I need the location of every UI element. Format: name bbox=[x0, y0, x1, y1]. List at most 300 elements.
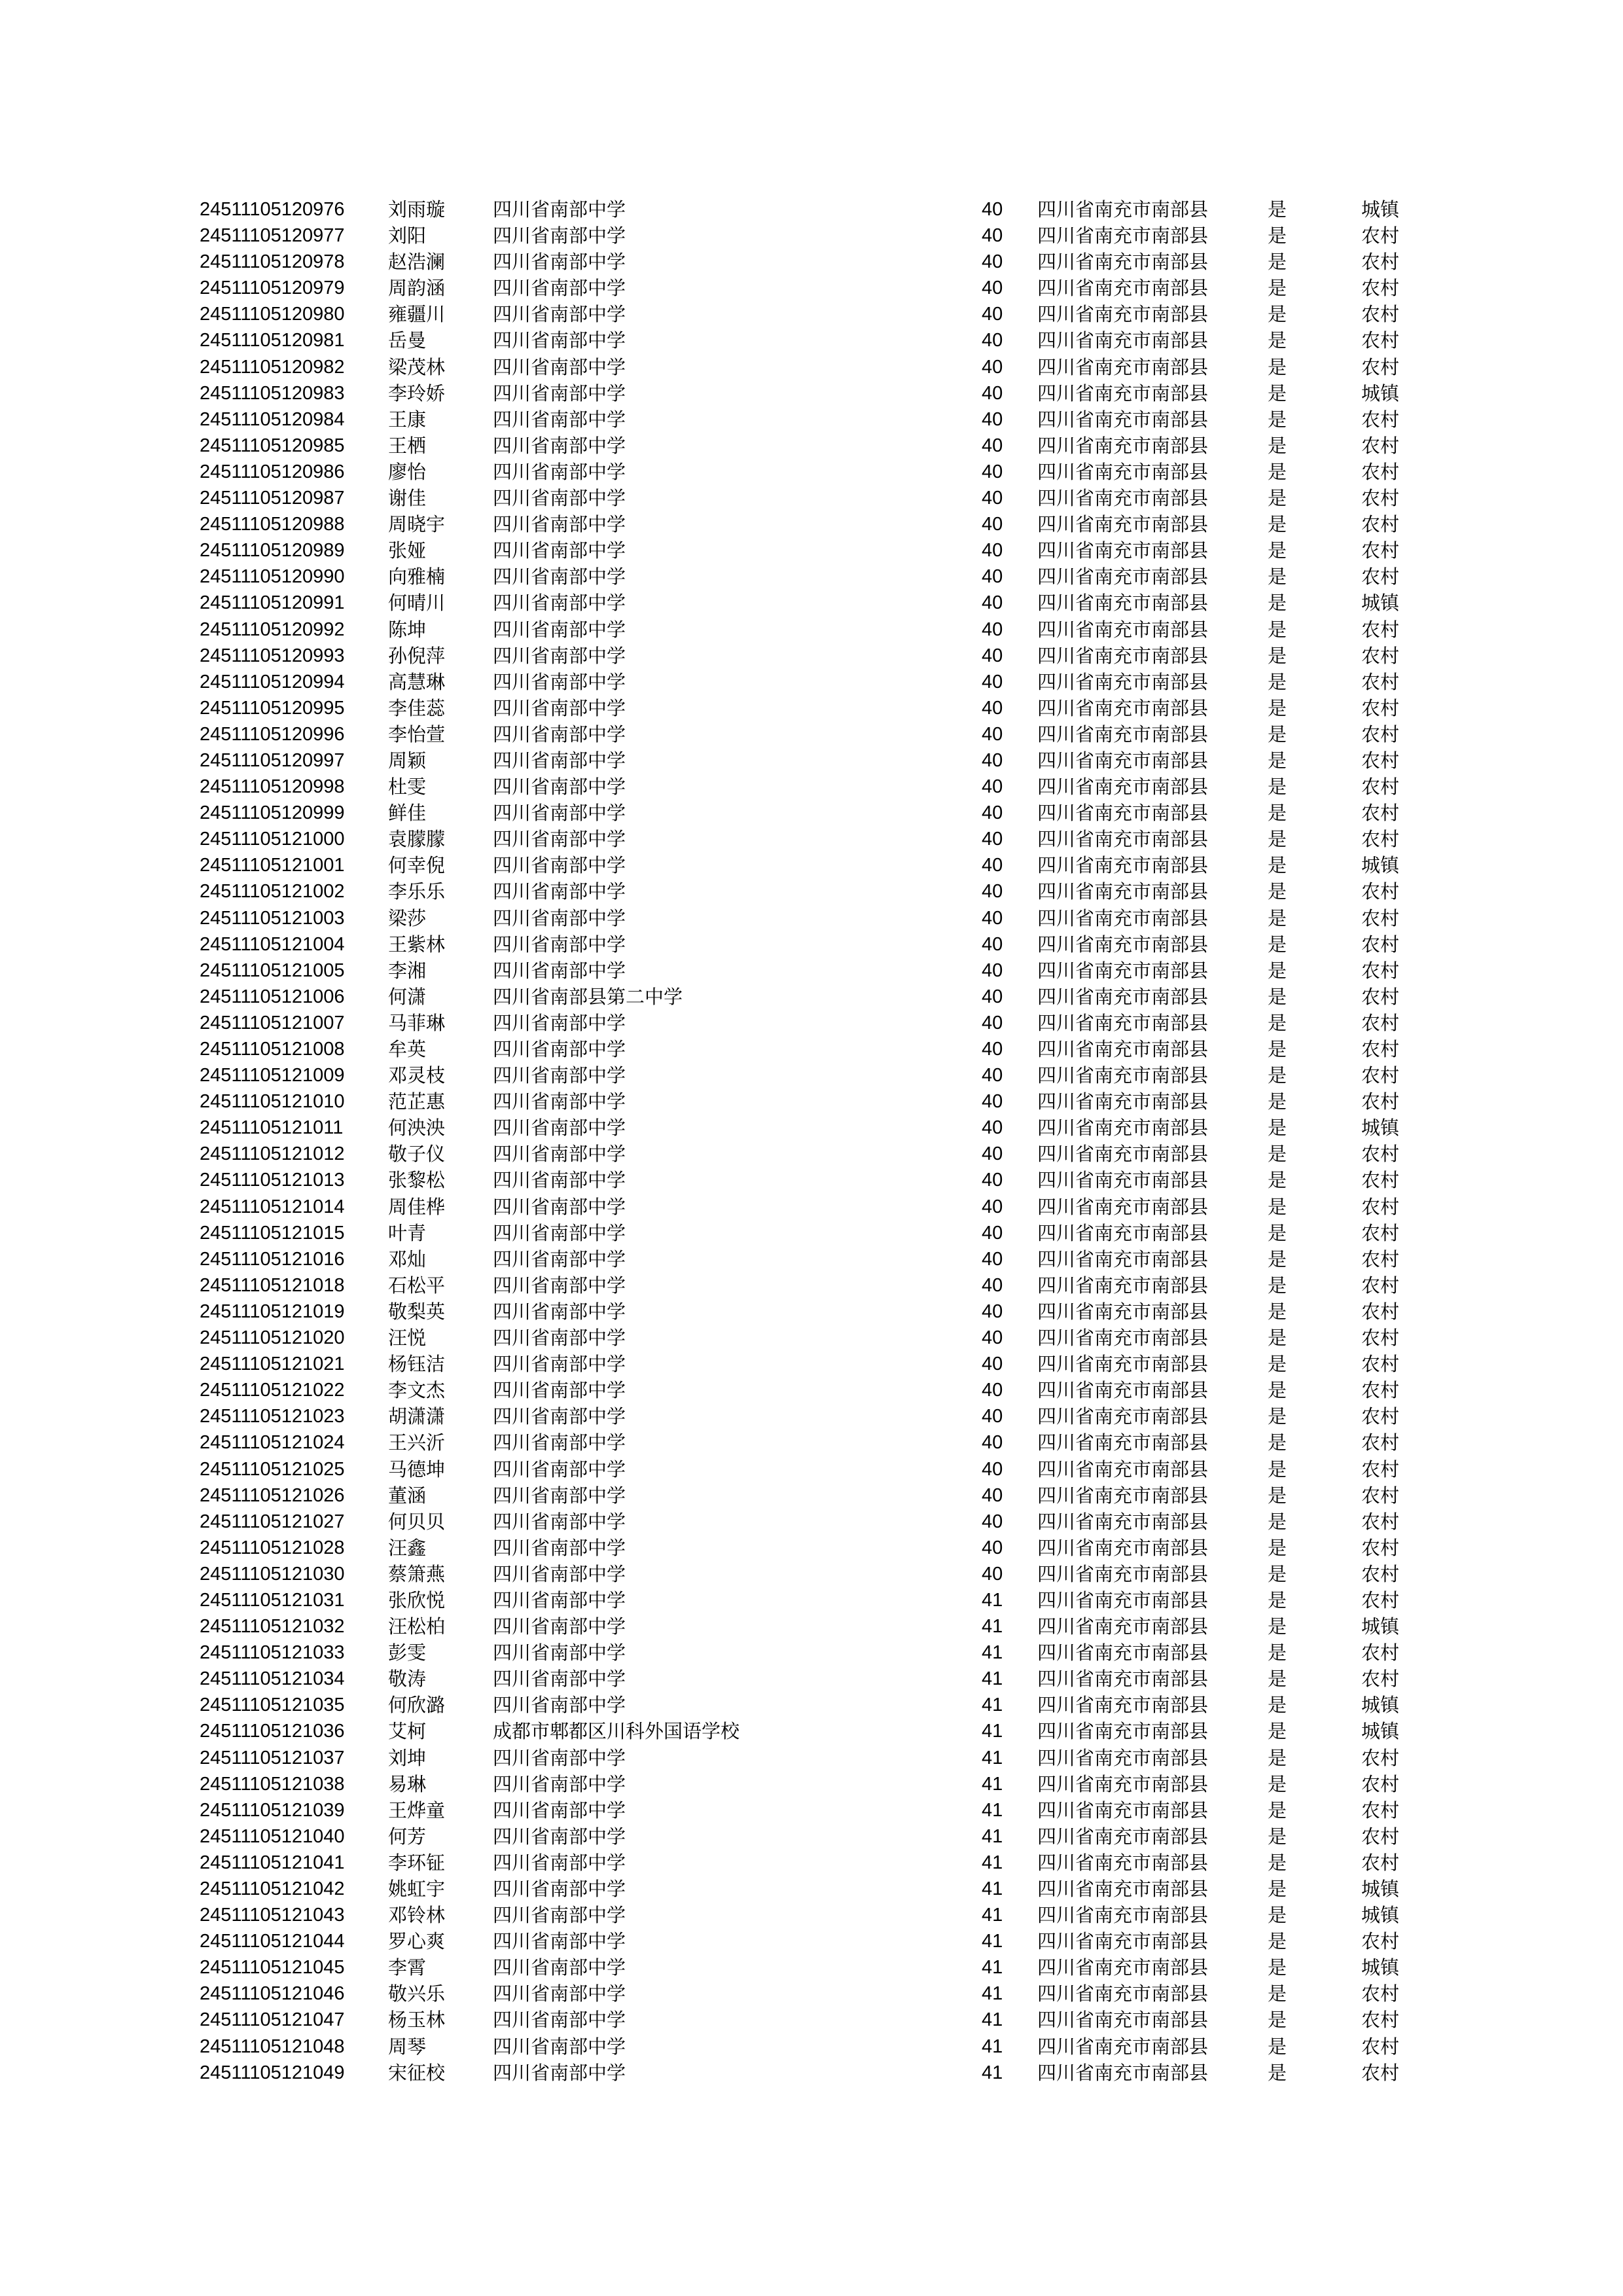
school-cell: 四川省南部中学 bbox=[493, 1562, 626, 1585]
hukou-type-cell: 农村 bbox=[1361, 2035, 1400, 2058]
score-cell: 40 bbox=[982, 1537, 1003, 1558]
student-name-cell: 马德坤 bbox=[388, 1458, 446, 1480]
student-id-cell: 24511105121028 bbox=[200, 1537, 345, 1558]
table-row bbox=[200, 301, 1443, 327]
student-name-cell: 梁茂林 bbox=[388, 355, 446, 378]
eligibility-flag-cell: 是 bbox=[1268, 1221, 1287, 1244]
table-row bbox=[200, 1928, 1443, 1954]
region-cell: 四川省南充市南部县 bbox=[1037, 382, 1209, 404]
student-id-cell: 24511105121014 bbox=[200, 1196, 345, 1217]
eligibility-flag-cell: 是 bbox=[1268, 1746, 1287, 1769]
hukou-type-cell: 农村 bbox=[1361, 1038, 1400, 1060]
student-id-cell: 24511105120987 bbox=[200, 488, 345, 509]
region-cell: 四川省南充市南部县 bbox=[1037, 224, 1209, 247]
student-id-cell: 24511105121042 bbox=[200, 1878, 345, 1899]
score-cell: 41 bbox=[982, 2062, 1003, 2083]
student-id-cell: 24511105121008 bbox=[200, 1039, 345, 1060]
hukou-type-cell: 农村 bbox=[1361, 277, 1400, 300]
school-cell: 四川省南部中学 bbox=[493, 749, 626, 772]
score-cell: 40 bbox=[982, 933, 1003, 955]
eligibility-flag-cell: 是 bbox=[1268, 1799, 1287, 1821]
student-id-cell: 24511105121034 bbox=[200, 1668, 345, 1690]
student-name-cell: 易琳 bbox=[388, 1772, 427, 1795]
student-name-cell: 张欣悦 bbox=[388, 1588, 446, 1611]
school-cell: 四川省南部中学 bbox=[493, 723, 626, 745]
student-name-cell: 李玲娇 bbox=[388, 382, 446, 404]
eligibility-flag-cell: 是 bbox=[1268, 854, 1287, 877]
score-cell: 40 bbox=[982, 1354, 1003, 1375]
region-cell: 四川省南充市南部县 bbox=[1037, 408, 1209, 431]
eligibility-flag-cell: 是 bbox=[1268, 1562, 1287, 1585]
region-cell: 四川省南充市南部县 bbox=[1037, 1247, 1209, 1270]
hukou-type-cell: 农村 bbox=[1361, 1431, 1400, 1454]
student-name-cell: 李湘 bbox=[388, 959, 427, 982]
hukou-type-cell: 城镇 bbox=[1361, 1956, 1400, 1979]
table-row bbox=[200, 1429, 1443, 1456]
student-name-cell: 姚虹宇 bbox=[388, 1878, 446, 1900]
student-name-cell: 马菲琳 bbox=[388, 1011, 446, 1034]
region-cell: 四川省南充市南部县 bbox=[1037, 1300, 1209, 1323]
score-cell: 40 bbox=[982, 540, 1003, 562]
school-cell: 四川省南部中学 bbox=[493, 329, 626, 352]
eligibility-flag-cell: 是 bbox=[1268, 1379, 1287, 1402]
region-cell: 四川省南充市南部县 bbox=[1037, 1327, 1209, 1350]
hukou-type-cell: 农村 bbox=[1361, 1668, 1400, 1691]
student-name-cell: 李文杰 bbox=[388, 1379, 446, 1402]
hukou-type-cell: 农村 bbox=[1361, 1221, 1400, 1244]
student-name-cell: 李环钲 bbox=[388, 1851, 446, 1874]
school-cell: 四川省南部中学 bbox=[493, 198, 626, 221]
region-cell: 四川省南充市南部县 bbox=[1037, 2035, 1209, 2058]
region-cell: 四川省南充市南部县 bbox=[1037, 618, 1209, 641]
region-cell: 四川省南充市南部县 bbox=[1037, 1011, 1209, 1034]
score-cell: 41 bbox=[982, 2036, 1003, 2057]
eligibility-flag-cell: 是 bbox=[1268, 382, 1287, 404]
student-name-cell: 敬兴乐 bbox=[388, 1982, 446, 2005]
table-row bbox=[200, 590, 1443, 616]
hukou-type-cell: 农村 bbox=[1361, 329, 1400, 352]
hukou-type-cell: 农村 bbox=[1361, 1011, 1400, 1034]
school-cell: 四川省南部中学 bbox=[493, 487, 626, 510]
student-id-cell: 24511105121031 bbox=[200, 1589, 345, 1611]
student-id-cell: 24511105121043 bbox=[200, 1905, 345, 1926]
school-cell: 四川省南部中学 bbox=[493, 251, 626, 274]
hukou-type-cell: 农村 bbox=[1361, 1746, 1400, 1769]
hukou-type-cell: 农村 bbox=[1361, 1562, 1400, 1585]
table-row bbox=[200, 1587, 1443, 1613]
hukou-type-cell: 农村 bbox=[1361, 1641, 1400, 1664]
school-cell: 四川省南部中学 bbox=[493, 933, 626, 956]
region-cell: 四川省南充市南部县 bbox=[1037, 802, 1209, 825]
table-row bbox=[200, 1535, 1443, 1561]
student-id-cell: 24511105121022 bbox=[200, 1380, 345, 1401]
region-cell: 四川省南充市南部县 bbox=[1037, 723, 1209, 745]
student-name-cell: 敬梨英 bbox=[388, 1300, 446, 1323]
student-name-cell: 张黎松 bbox=[388, 1169, 446, 1192]
student-name-cell: 邓灿 bbox=[388, 1247, 427, 1270]
student-name-cell: 罗心爽 bbox=[388, 1930, 446, 1953]
school-cell: 四川省南部中学 bbox=[493, 408, 626, 431]
hukou-type-cell: 城镇 bbox=[1361, 854, 1400, 877]
eligibility-flag-cell: 是 bbox=[1268, 1064, 1287, 1087]
hukou-type-cell: 农村 bbox=[1361, 644, 1400, 667]
table-row bbox=[200, 643, 1443, 669]
eligibility-flag-cell: 是 bbox=[1268, 1668, 1287, 1691]
school-cell: 四川省南部中学 bbox=[493, 1353, 626, 1376]
region-cell: 四川省南充市南部县 bbox=[1037, 1982, 1209, 2005]
hukou-type-cell: 农村 bbox=[1361, 933, 1400, 956]
score-cell: 41 bbox=[982, 1878, 1003, 1899]
eligibility-flag-cell: 是 bbox=[1268, 1588, 1287, 1611]
hukou-type-cell: 城镇 bbox=[1361, 382, 1400, 404]
school-cell: 四川省南部中学 bbox=[493, 539, 626, 562]
student-name-cell: 赵浩澜 bbox=[388, 251, 446, 274]
table-row bbox=[200, 617, 1443, 643]
eligibility-flag-cell: 是 bbox=[1268, 1143, 1287, 1166]
eligibility-flag-cell: 是 bbox=[1268, 1772, 1287, 1795]
hukou-type-cell: 农村 bbox=[1361, 1169, 1400, 1192]
region-cell: 四川省南充市南部县 bbox=[1037, 1484, 1209, 1507]
eligibility-flag-cell: 是 bbox=[1268, 696, 1287, 719]
score-cell: 40 bbox=[982, 776, 1003, 798]
eligibility-flag-cell: 是 bbox=[1268, 1720, 1287, 1743]
table-row bbox=[200, 852, 1443, 878]
student-name-cell: 孙倪萍 bbox=[388, 644, 446, 667]
table-row bbox=[200, 1010, 1443, 1036]
student-name-cell: 李霄 bbox=[388, 1956, 427, 1979]
school-cell: 四川省南部中学 bbox=[493, 776, 626, 798]
hukou-type-cell: 农村 bbox=[1361, 1405, 1400, 1428]
score-cell: 41 bbox=[982, 1668, 1003, 1690]
region-cell: 四川省南充市南部县 bbox=[1037, 828, 1209, 851]
school-cell: 四川省南部中学 bbox=[493, 1694, 626, 1717]
region-cell: 四川省南充市南部县 bbox=[1037, 303, 1209, 326]
region-cell: 四川省南充市南部县 bbox=[1037, 985, 1209, 1008]
table-row bbox=[200, 1377, 1443, 1403]
school-cell: 四川省南部中学 bbox=[493, 880, 626, 903]
region-cell: 四川省南充市南部县 bbox=[1037, 1379, 1209, 1402]
school-cell: 四川省南部中学 bbox=[493, 1379, 626, 1402]
region-cell: 四川省南充市南部县 bbox=[1037, 1458, 1209, 1480]
table-row bbox=[200, 1482, 1443, 1509]
score-cell: 40 bbox=[982, 960, 1003, 981]
eligibility-flag-cell: 是 bbox=[1268, 1956, 1287, 1979]
eligibility-flag-cell: 是 bbox=[1268, 355, 1287, 378]
table-row bbox=[200, 958, 1443, 984]
student-name-cell: 王康 bbox=[388, 408, 427, 431]
region-cell: 四川省南充市南部县 bbox=[1037, 329, 1209, 352]
hukou-type-cell: 农村 bbox=[1361, 224, 1400, 247]
school-cell: 四川省南部中学 bbox=[493, 1431, 626, 1454]
school-cell: 四川省南部中学 bbox=[493, 1588, 626, 1611]
student-name-cell: 刘雨璇 bbox=[388, 198, 446, 221]
eligibility-flag-cell: 是 bbox=[1268, 802, 1287, 825]
student-id-cell: 24511105120985 bbox=[200, 435, 345, 456]
student-name-cell: 杨玉林 bbox=[388, 2009, 446, 2032]
score-cell: 40 bbox=[982, 592, 1003, 614]
student-name-cell: 刘坤 bbox=[388, 1746, 427, 1769]
student-name-cell: 陈坤 bbox=[388, 618, 427, 641]
region-cell: 四川省南充市南部县 bbox=[1037, 487, 1209, 510]
table-row bbox=[200, 1745, 1443, 1771]
region-cell: 四川省南充市南部县 bbox=[1037, 1536, 1209, 1559]
student-id-cell: 24511105121033 bbox=[200, 1642, 345, 1664]
school-cell: 四川省南部中学 bbox=[493, 1405, 626, 1428]
school-cell: 成都市郫都区川科外国语学校 bbox=[493, 1720, 740, 1743]
student-name-cell: 周琴 bbox=[388, 2035, 427, 2058]
school-cell: 四川省南部中学 bbox=[493, 906, 626, 929]
score-cell: 40 bbox=[982, 1012, 1003, 1033]
student-name-cell: 王栖 bbox=[388, 434, 427, 457]
student-name-cell: 向雅楠 bbox=[388, 565, 446, 588]
eligibility-flag-cell: 是 bbox=[1268, 487, 1287, 510]
student-id-cell: 24511105121003 bbox=[200, 907, 345, 929]
eligibility-flag-cell: 是 bbox=[1268, 1247, 1287, 1270]
hukou-type-cell: 农村 bbox=[1361, 1982, 1400, 2005]
score-cell: 41 bbox=[982, 1799, 1003, 1821]
student-id-cell: 24511105121020 bbox=[200, 1327, 345, 1349]
student-name-cell: 刘阳 bbox=[388, 224, 427, 247]
student-id-cell: 24511105121032 bbox=[200, 1616, 345, 1638]
eligibility-flag-cell: 是 bbox=[1268, 749, 1287, 772]
student-name-cell: 何潇 bbox=[388, 985, 427, 1008]
school-cell: 四川省南部中学 bbox=[493, 2009, 626, 2032]
table-row bbox=[200, 1325, 1443, 1351]
student-name-cell: 石松平 bbox=[388, 1274, 446, 1297]
hukou-type-cell: 农村 bbox=[1361, 776, 1400, 798]
hukou-type-cell: 农村 bbox=[1361, 1327, 1400, 1350]
student-name-cell: 李乐乐 bbox=[388, 880, 446, 903]
eligibility-flag-cell: 是 bbox=[1268, 1878, 1287, 1900]
table-row bbox=[200, 1403, 1443, 1429]
hukou-type-cell: 城镇 bbox=[1361, 1878, 1400, 1900]
school-cell: 四川省南部中学 bbox=[493, 277, 626, 300]
eligibility-flag-cell: 是 bbox=[1268, 1904, 1287, 1927]
score-cell: 40 bbox=[982, 199, 1003, 220]
eligibility-flag-cell: 是 bbox=[1268, 303, 1287, 326]
region-cell: 四川省南充市南部县 bbox=[1037, 1064, 1209, 1087]
region-cell: 四川省南充市南部县 bbox=[1037, 880, 1209, 903]
score-cell: 40 bbox=[982, 1143, 1003, 1165]
student-id-cell: 24511105120992 bbox=[200, 619, 345, 640]
score-cell: 40 bbox=[982, 435, 1003, 456]
school-cell: 四川省南部中学 bbox=[493, 854, 626, 877]
region-cell: 四川省南充市南部县 bbox=[1037, 906, 1209, 929]
score-cell: 40 bbox=[982, 304, 1003, 325]
hukou-type-cell: 农村 bbox=[1361, 408, 1400, 431]
hukou-type-cell: 农村 bbox=[1361, 1458, 1400, 1480]
student-id-cell: 24511105120990 bbox=[200, 566, 345, 588]
student-name-cell: 高慧琳 bbox=[388, 670, 446, 693]
eligibility-flag-cell: 是 bbox=[1268, 1300, 1287, 1323]
student-id-cell: 24511105120983 bbox=[200, 382, 345, 404]
school-cell: 四川省南部中学 bbox=[493, 1641, 626, 1664]
student-id-cell: 24511105121016 bbox=[200, 1248, 345, 1270]
eligibility-flag-cell: 是 bbox=[1268, 1536, 1287, 1559]
score-cell: 40 bbox=[982, 356, 1003, 378]
student-id-cell: 24511105120977 bbox=[200, 225, 345, 247]
score-cell: 40 bbox=[982, 1432, 1003, 1454]
student-id-cell: 24511105120986 bbox=[200, 461, 345, 482]
region-cell: 四川省南充市南部县 bbox=[1037, 1694, 1209, 1717]
student-id-cell: 24511105121001 bbox=[200, 855, 345, 876]
region-cell: 四川省南充市南部县 bbox=[1037, 1772, 1209, 1795]
table-row bbox=[200, 1299, 1443, 1325]
eligibility-flag-cell: 是 bbox=[1268, 1090, 1287, 1113]
hukou-type-cell: 农村 bbox=[1361, 2061, 1400, 2084]
student-name-cell: 王烨童 bbox=[388, 1799, 446, 1821]
table-row bbox=[200, 1194, 1443, 1220]
table-row bbox=[200, 721, 1443, 747]
table-row bbox=[200, 747, 1443, 774]
score-cell: 41 bbox=[982, 1852, 1003, 1873]
student-id-cell: 24511105121030 bbox=[200, 1563, 345, 1585]
student-id-cell: 24511105121007 bbox=[200, 1012, 345, 1033]
hukou-type-cell: 农村 bbox=[1361, 2009, 1400, 2032]
table-row bbox=[200, 2007, 1443, 2033]
hukou-type-cell: 城镇 bbox=[1361, 198, 1400, 221]
hukou-type-cell: 农村 bbox=[1361, 1484, 1400, 1507]
student-id-cell: 24511105121035 bbox=[200, 1695, 345, 1716]
hukou-type-cell: 农村 bbox=[1361, 618, 1400, 641]
hukou-type-cell: 农村 bbox=[1361, 1772, 1400, 1795]
table-row bbox=[200, 1141, 1443, 1167]
score-cell: 41 bbox=[982, 1589, 1003, 1611]
eligibility-flag-cell: 是 bbox=[1268, 1038, 1287, 1060]
table-row bbox=[200, 1456, 1443, 1482]
score-cell: 40 bbox=[982, 1091, 1003, 1113]
eligibility-flag-cell: 是 bbox=[1268, 513, 1287, 536]
student-id-cell: 24511105121013 bbox=[200, 1170, 345, 1191]
student-name-cell: 岳曼 bbox=[388, 329, 427, 352]
hukou-type-cell: 城镇 bbox=[1361, 1694, 1400, 1717]
region-cell: 四川省南充市南部县 bbox=[1037, 1405, 1209, 1428]
region-cell: 四川省南充市南部县 bbox=[1037, 565, 1209, 588]
school-cell: 四川省南部中学 bbox=[493, 1956, 626, 1979]
eligibility-flag-cell: 是 bbox=[1268, 539, 1287, 562]
score-cell: 41 bbox=[982, 1747, 1003, 1768]
score-cell: 40 bbox=[982, 802, 1003, 824]
student-id-cell: 24511105121027 bbox=[200, 1511, 345, 1532]
score-cell: 40 bbox=[982, 1222, 1003, 1244]
region-cell: 四川省南充市南部县 bbox=[1037, 749, 1209, 772]
region-cell: 四川省南充市南部县 bbox=[1037, 1588, 1209, 1611]
table-row bbox=[200, 537, 1443, 564]
eligibility-flag-cell: 是 bbox=[1268, 959, 1287, 982]
score-cell: 41 bbox=[982, 1773, 1003, 1795]
student-id-cell: 24511105120976 bbox=[200, 199, 345, 220]
table-row bbox=[200, 905, 1443, 931]
student-id-cell: 24511105121011 bbox=[200, 1117, 344, 1139]
student-id-cell: 24511105121010 bbox=[200, 1091, 345, 1113]
school-cell: 四川省南部中学 bbox=[493, 1982, 626, 2005]
hukou-type-cell: 农村 bbox=[1361, 251, 1400, 274]
eligibility-flag-cell: 是 bbox=[1268, 644, 1287, 667]
eligibility-flag-cell: 是 bbox=[1268, 1431, 1287, 1454]
eligibility-flag-cell: 是 bbox=[1268, 618, 1287, 641]
student-name-cell: 董涵 bbox=[388, 1484, 427, 1507]
school-cell: 四川省南部中学 bbox=[493, 1169, 626, 1192]
score-cell: 40 bbox=[982, 881, 1003, 903]
score-cell: 40 bbox=[982, 1380, 1003, 1401]
school-cell: 四川省南部中学 bbox=[493, 355, 626, 378]
region-cell: 四川省南充市南部县 bbox=[1037, 696, 1209, 719]
score-cell: 41 bbox=[982, 1957, 1003, 1979]
table-row bbox=[200, 1088, 1443, 1115]
region-cell: 四川省南充市南部县 bbox=[1037, 1090, 1209, 1113]
region-cell: 四川省南充市南部县 bbox=[1037, 1878, 1209, 1900]
hukou-type-cell: 农村 bbox=[1361, 1064, 1400, 1087]
region-cell: 四川省南充市南部县 bbox=[1037, 355, 1209, 378]
region-cell: 四川省南充市南部县 bbox=[1037, 1143, 1209, 1166]
hukou-type-cell: 农村 bbox=[1361, 1300, 1400, 1323]
region-cell: 四川省南充市南部县 bbox=[1037, 1641, 1209, 1664]
school-cell: 四川省南部中学 bbox=[493, 1484, 626, 1507]
score-cell: 41 bbox=[982, 1825, 1003, 1847]
score-cell: 40 bbox=[982, 1117, 1003, 1139]
eligibility-flag-cell: 是 bbox=[1268, 906, 1287, 929]
student-id-cell: 24511105121044 bbox=[200, 1931, 345, 1952]
region-cell: 四川省南充市南部县 bbox=[1037, 460, 1209, 483]
student-name-cell: 何欣潞 bbox=[388, 1694, 446, 1717]
table-row bbox=[200, 1220, 1443, 1246]
school-cell: 四川省南部中学 bbox=[493, 1825, 626, 1848]
hukou-type-cell: 农村 bbox=[1361, 460, 1400, 483]
table-row bbox=[200, 1640, 1443, 1666]
table-row bbox=[200, 433, 1443, 459]
school-cell: 四川省南部中学 bbox=[493, 1195, 626, 1218]
school-cell: 四川省南部中学 bbox=[493, 303, 626, 326]
school-cell: 四川省南部中学 bbox=[493, 1090, 626, 1113]
school-cell: 四川省南部中学 bbox=[493, 460, 626, 483]
hukou-type-cell: 农村 bbox=[1361, 355, 1400, 378]
table-row bbox=[200, 1509, 1443, 1535]
hukou-type-cell: 城镇 bbox=[1361, 592, 1400, 615]
school-cell: 四川省南部中学 bbox=[493, 670, 626, 693]
school-cell: 四川省南部中学 bbox=[493, 1615, 626, 1638]
hukou-type-cell: 农村 bbox=[1361, 513, 1400, 536]
hukou-type-cell: 农村 bbox=[1361, 1090, 1400, 1113]
school-cell: 四川省南部中学 bbox=[493, 1458, 626, 1480]
school-cell: 四川省南部中学 bbox=[493, 1510, 626, 1533]
student-name-cell: 范芷惠 bbox=[388, 1090, 446, 1113]
student-name-cell: 何幸倪 bbox=[388, 854, 446, 877]
table-row bbox=[200, 1954, 1443, 1981]
student-id-cell: 24511105121024 bbox=[200, 1432, 345, 1454]
school-cell: 四川省南部中学 bbox=[493, 592, 626, 615]
score-cell: 41 bbox=[982, 2009, 1003, 2031]
school-cell: 四川省南部中学 bbox=[493, 1930, 626, 1953]
score-cell: 40 bbox=[982, 1196, 1003, 1217]
student-id-cell: 24511105121038 bbox=[200, 1773, 345, 1795]
region-cell: 四川省南充市南部县 bbox=[1037, 1825, 1209, 1848]
student-name-cell: 王紫林 bbox=[388, 933, 446, 956]
hukou-type-cell: 农村 bbox=[1361, 696, 1400, 719]
student-id-cell: 24511105121026 bbox=[200, 1484, 345, 1506]
score-cell: 41 bbox=[982, 1721, 1003, 1742]
student-id-cell: 24511105120998 bbox=[200, 776, 345, 798]
hukou-type-cell: 农村 bbox=[1361, 906, 1400, 929]
region-cell: 四川省南充市南部县 bbox=[1037, 1431, 1209, 1454]
school-cell: 四川省南部中学 bbox=[493, 1668, 626, 1691]
score-cell: 40 bbox=[982, 1274, 1003, 1296]
hukou-type-cell: 城镇 bbox=[1361, 1904, 1400, 1927]
score-cell: 40 bbox=[982, 749, 1003, 771]
hukou-type-cell: 农村 bbox=[1361, 1143, 1400, 1166]
student-id-cell: 24511105120984 bbox=[200, 408, 345, 430]
school-cell: 四川省南部县第二中学 bbox=[493, 985, 683, 1008]
eligibility-flag-cell: 是 bbox=[1268, 1405, 1287, 1428]
